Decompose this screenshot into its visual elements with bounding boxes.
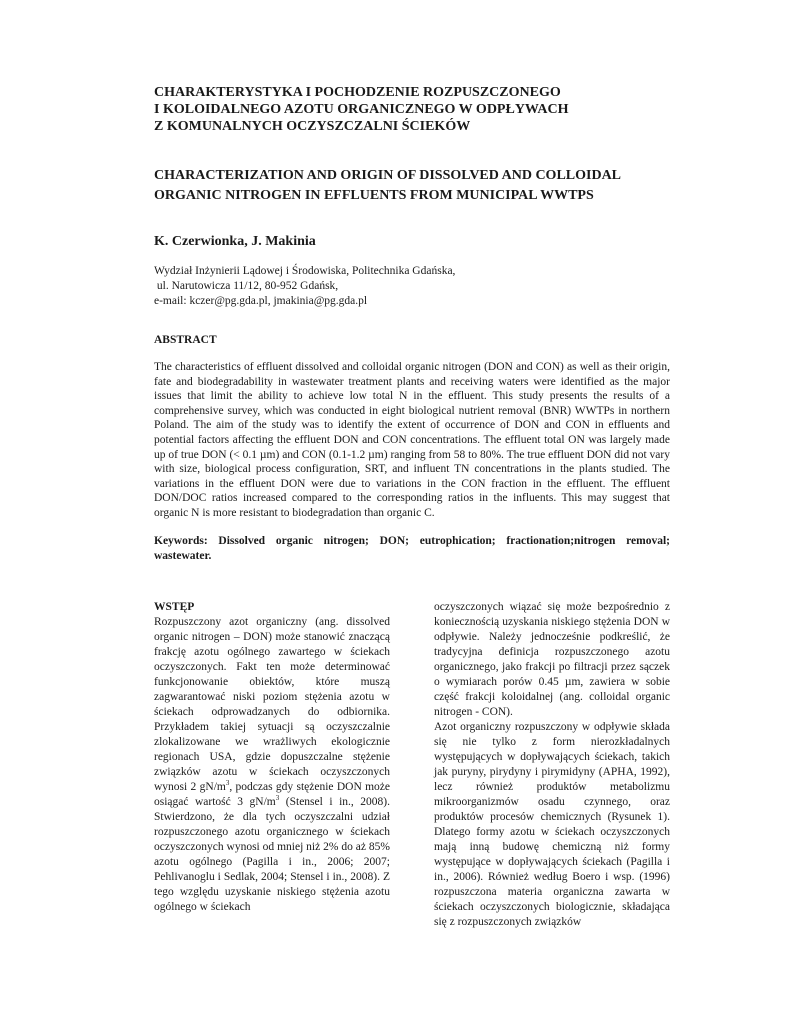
intro-text: Rozpuszczony azot organiczny (ang. dissolved organic nitrogen – DON) może stanowić znaczącą frakcję azotu ogólnego zawartego w ściekach oczyszczonych. Fakt ten może determinować funkcjonowanie obiektów, które muszą zagwarantować niski poziom stężenia azotu w ściekach odprowadzanych do odbiornika. Przykładem takiej sytuacji są oczyszczalnie zlokalizowane we wrażliwych ekologicznie regionach USA, gdzie dopuszczalne stężenie związków azotu w ściekach oczyszczonych wynosi 2 gN/m <box>154 616 390 793</box>
polish-title-line: CHARAKTERYSTYKA I POCHODZENIE ROZPUSZCZONEGO <box>154 85 561 100</box>
section-heading: WSTĘP <box>154 601 195 613</box>
english-title-line: CHARACTERIZATION AND ORIGIN OF DISSOLVED AND COLLOIDAL <box>154 168 622 183</box>
affiliation <box>154 264 455 309</box>
left-column <box>154 600 390 915</box>
abstract-text: The characteristics of effluent dissolved and colloidal organic nitrogen (DON and CON) as well as their origin, fate and biodegradability in wastewater treatment plants and receiving waters were identified as the major issues that limit the ability to achieve low total N in the effluent. This study presents the results of a comprehensive survey, which was conducted in eight biological nutrient removal (BNR) WWTPs in northern Poland. The aim of the study was to identify the extent of occurrence of DON and CON in effluents and potential factors affecting the effluent DON and CON concentrations. The effluent total ON was largely made up of true DON (< 0.1 µm) and CON (0.1-1.2 µm) ranging from 58 to 80%. The true effluent DON did not vary with size, biological process configuration, SRT, and influent TN concentrations in the plants studied. The variations in the effluent DON were due to variations in the CON fraction in the effluent. The effluent DON/DOC ratios increased compared to the corresponding ratios in the influents. This may suggest that organic N is more resistant to biodegradation than organic C. <box>154 361 670 519</box>
affiliation-line: Wydział Inżynierii Lądowej i Środowiska, Politechnika Gdańska, <box>154 265 456 277</box>
intro-paragraph <box>154 615 390 915</box>
polish-title <box>154 84 694 135</box>
superscript: 3 <box>275 794 280 803</box>
body-paragraph: Azot organiczny rozpuszczony w odpływie składa się nie tylko z form nierozkładalnych występujących w dopływających ściekach, takich jak puryny, pirydyny i pirymidyny (APHA, 1992), lecz również produktów metabolizmu mikroorganizmów osadu czynnego, oraz produktów procesów chemicznych (Rysunek 1). Dlatego formy azotu w ściekach oczyszczonych mają inną budowę chemiczną niż formy występujące w dopływających ściekach (Pagilla i in., 2006). Również według Boero i wsp. (1996) rozpuszczona materia organiczna zawarta w ściekach oczyszczonych biologicznie, składająca się z rozpuszczonych związków <box>434 721 670 928</box>
authors: K. Czerwionka, J. Makinia <box>154 234 316 249</box>
english-title-line: ORGANIC NITROGEN IN EFFLUENTS FROM MUNICIPAL WWTPS <box>154 188 594 203</box>
keywords: Keywords: Dissolved organic nitrogen; DON; eutrophication; fractionation;nitrogen removal; wastewater. <box>154 535 670 562</box>
polish-title-line: Z KOMUNALNYCH OCZYSZCZALNI ŚCIEKÓW <box>154 119 471 134</box>
intro-text: , podczas gdy stężenie DON może osiągać wartość 3 gN/m <box>154 781 391 808</box>
english-title <box>154 166 714 206</box>
right-column <box>434 600 670 930</box>
affiliation-line: ul. Narutowicza 11/12, 80-952 Gdańsk, <box>154 280 339 292</box>
superscript: 3 <box>225 779 230 788</box>
polish-title-line: I KOLOIDALNEGO AZOTU ORGANICZNEGO W ODPŁYWACH <box>154 102 569 117</box>
body-paragraph: oczyszczonych wiązać się może bezpośrednio z koniecznością uzyskania niskiego stężenia DON w odpływie. Należy jednocześnie podkreślić, że tradycyjna definicja rozpuszczonego azotu organicznego, jako frakcji po filtracji przez sączek o wymiarach porów 0.45 µm, zawiera w sobie część frakcji koloidalnej (ang. colloidal organic nitrogen - CON). <box>434 601 670 718</box>
intro-text: (Stensel i in., 2008). Stwierdzono, że dla tych oczyszczalni udział rozpuszczonego azotu organicznego w ściekach oczyszczonych wynosi od mniej niż 2% do aż 85% azotu ogólnego (Pagilla i in., 2006; 2007; Pehlivanoglu i Sedlak, 2004; Stensel i in., 2008). Z tego względu uzyskanie niskiego stężenia azotu ogólnego w ściekach <box>154 796 390 913</box>
abstract-heading: ABSTRACT <box>154 334 217 346</box>
affiliation-line: e-mail: kczer@pg.gda.pl, jmakinia@pg.gda.pl <box>154 295 368 307</box>
